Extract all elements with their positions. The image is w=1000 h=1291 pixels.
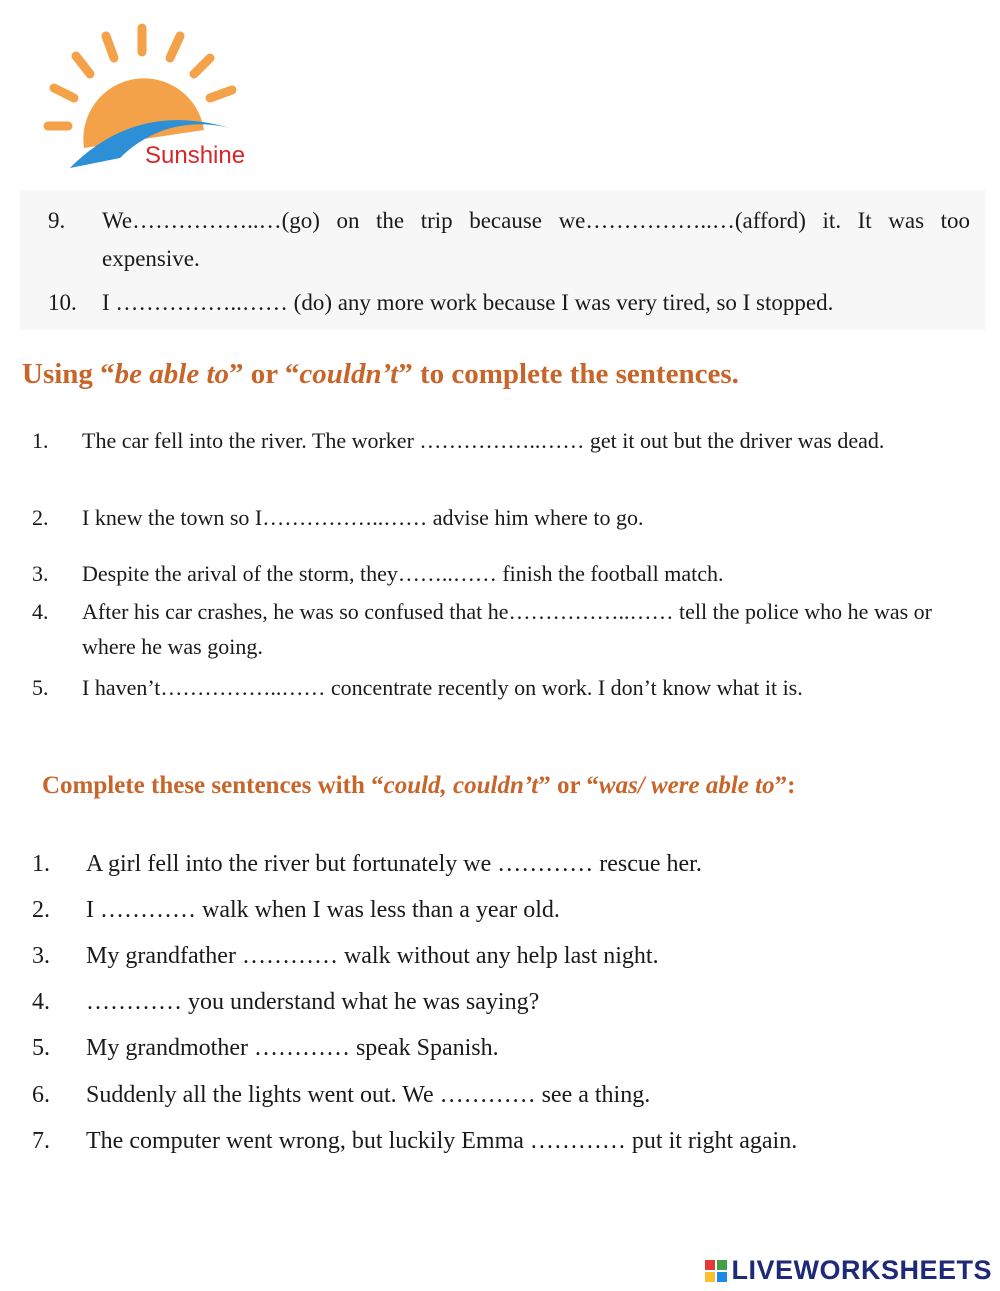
- item-number: 6.: [32, 1082, 50, 1108]
- item-text: I knew the town so I……………..…… advise him where to go.: [82, 505, 644, 530]
- item-text: I ………… walk when I was less than a year old.: [86, 897, 560, 923]
- item-number: 5.: [32, 675, 49, 700]
- item-number: 4.: [32, 599, 49, 624]
- item-text: Despite the arival of the storm, they……..…… finish the football match.: [82, 561, 724, 586]
- item-number: 4.: [32, 989, 50, 1015]
- item-number: 5.: [32, 1035, 50, 1061]
- item-text: The computer went wrong, but luckily Emma ………… put it right again.: [86, 1128, 798, 1154]
- item-number: 1.: [32, 428, 49, 453]
- item-number: 3.: [32, 561, 49, 586]
- section2-heading: Complete these sentences with “could, couldn’t” or “was/ were able to”:: [42, 772, 796, 799]
- item-number: 10.: [48, 290, 77, 315]
- logo-text: Sunshine: [145, 142, 246, 169]
- item-number: 1.: [32, 851, 50, 877]
- item-number: 7.: [32, 1128, 50, 1154]
- footer-brand: LIVEWORKSHEETS: [731, 1255, 992, 1285]
- item-number: 2.: [32, 505, 49, 530]
- section1-heading: Using “be able to” or “couldn’t” to complete the sentences.: [22, 358, 739, 390]
- item-text: My grandfather ………… walk without any help last night.: [86, 943, 659, 969]
- item-text: After his car crashes, he was so confused that he……………..…… tell the police who he was or where he was going.: [82, 599, 932, 659]
- liveworksheets-logo-icon: [705, 1260, 727, 1282]
- item-text: My grandmother ………… speak Spanish.: [86, 1035, 499, 1061]
- liveworksheets-logo: [705, 1255, 992, 1286]
- item-text: Suddenly all the lights went out. We ………… see a thing.: [86, 1082, 651, 1108]
- item-number: 2.: [32, 897, 50, 923]
- item-text: We……………..…(go) on the trip because we……………..…(afford) it. It was too expensive.: [102, 208, 970, 271]
- item-text: The car fell into the river. The worker ……………..…… get it out but the driver was dead.: [82, 428, 885, 453]
- item-text: I ……………..…… (do) any more work because I was very tired, so I stopped.: [102, 290, 834, 315]
- item-number: 9.: [48, 208, 66, 233]
- item-text: ………… you understand what he was saying?: [86, 989, 540, 1015]
- item-text: A girl fell into the river but fortunately we ………… rescue her.: [86, 851, 702, 877]
- item-text: I haven’t……………..…… concentrate recently on work. I don’t know what it is.: [82, 675, 803, 700]
- item-number: 3.: [32, 943, 50, 969]
